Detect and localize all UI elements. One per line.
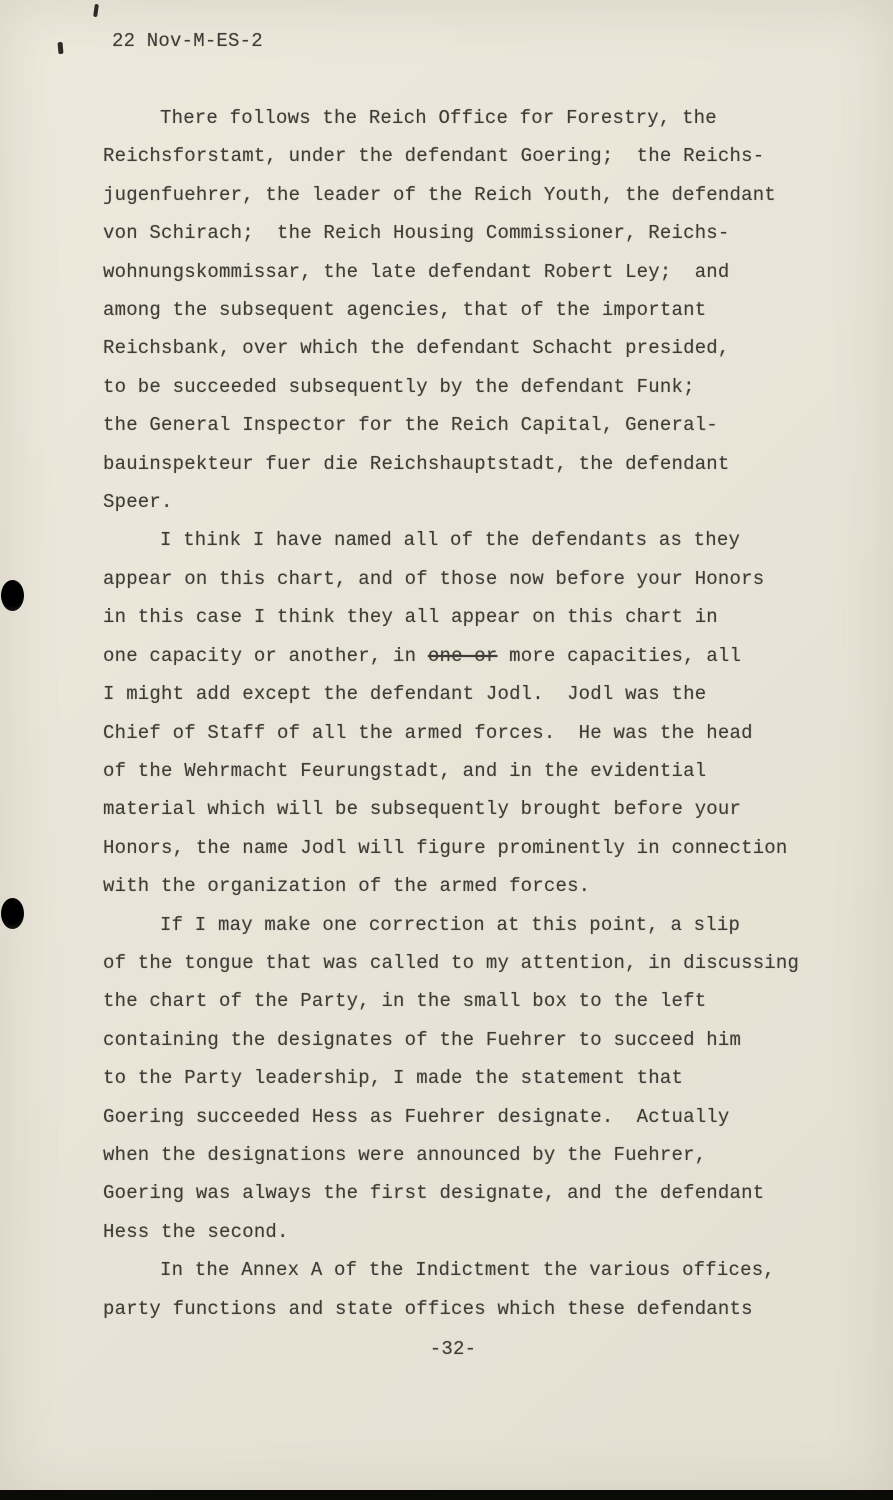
- text-line: in this case I think they all appear on this chart in: [103, 606, 718, 629]
- page-number: -32-: [429, 1338, 477, 1360]
- text-line: the General Inspector for the Reich Capital, General-: [103, 414, 718, 437]
- text-line: containing the designates of the Fuehrer to succeed him: [103, 1028, 742, 1051]
- struck-text: one or: [427, 644, 498, 667]
- text-line: bauinspekteur fuer die Reichshauptstadt, the defendant: [103, 452, 730, 475]
- text-line: when the designations were announced by the Fuehrer,: [103, 1143, 707, 1166]
- text-line: Speer.: [103, 491, 173, 514]
- document-body: [103, 99, 813, 1328]
- text-line: Goering succeeded Hess as Fuehrer designate. Actually: [103, 1105, 730, 1128]
- text-line: Honors, the name Jodl will figure prominently in connection: [103, 836, 788, 859]
- text-line: party functions and state offices which these defendants: [103, 1297, 753, 1320]
- text-line: If I may make one correction at this point, a slip: [160, 913, 741, 936]
- text-line: to be succeeded subsequently by the defendant Funk;: [103, 375, 695, 398]
- text-line: I might add except the defendant Jodl. Jodl was the: [103, 683, 707, 706]
- text-segment: more capacities, all: [497, 644, 742, 667]
- text-line: Reichsforstamt, under the defendant Goering; the Reichs-: [103, 145, 765, 168]
- text-line: of the tongue that was called to my attention, in discussing: [103, 951, 800, 974]
- text-segment: one capacity or another, in: [103, 644, 428, 667]
- text-line: the chart of the Party, in the small box to the left: [103, 990, 707, 1013]
- ink-mark: [93, 4, 99, 17]
- ink-mark: [57, 42, 63, 54]
- paragraph: [103, 99, 813, 521]
- text-line: Goering was always the first designate, and the defendant: [103, 1182, 765, 1205]
- hole-punch-top: [1, 580, 24, 611]
- paragraph: [103, 1251, 813, 1328]
- text-line: of the Wehrmacht Feurungstadt, and in the evidential: [103, 759, 707, 782]
- text-line: Chief of Staff of all the armed forces. He was the head: [103, 721, 753, 744]
- hole-punch-bottom: [1, 898, 24, 929]
- text-line: appear on this chart, and of those now before your Honors: [103, 567, 765, 590]
- page-header: 22 Nov-M-ES-2: [112, 30, 263, 52]
- paragraph: [103, 906, 813, 1252]
- text-line: There follows the Reich Office for Forestry, the: [160, 107, 717, 129]
- paragraph: [103, 521, 813, 905]
- text-line: Reichsbank, over which the defendant Schacht presided,: [103, 337, 730, 360]
- text-line: wohnungskommissar, the late defendant Robert Ley; and: [103, 260, 730, 283]
- text-line: to the Party leadership, I made the statement that: [103, 1067, 684, 1090]
- text-line: [103, 637, 813, 675]
- text-line: I think I have named all of the defendants as they: [160, 529, 741, 552]
- text-line: Hess the second.: [103, 1220, 289, 1243]
- text-line: In the Annex A of the Indictment the various offices,: [160, 1259, 775, 1282]
- text-line: material which will be subsequently brought before your: [103, 798, 742, 821]
- text-line: with the organization of the armed forces.: [103, 875, 591, 898]
- text-line: jugenfuehrer, the leader of the Reich Youth, the defendant: [103, 183, 776, 206]
- scan-edge-bar: [0, 1490, 893, 1500]
- text-line: von Schirach; the Reich Housing Commissioner, Reichs-: [103, 222, 730, 245]
- text-line: among the subsequent agencies, that of the important: [103, 299, 707, 322]
